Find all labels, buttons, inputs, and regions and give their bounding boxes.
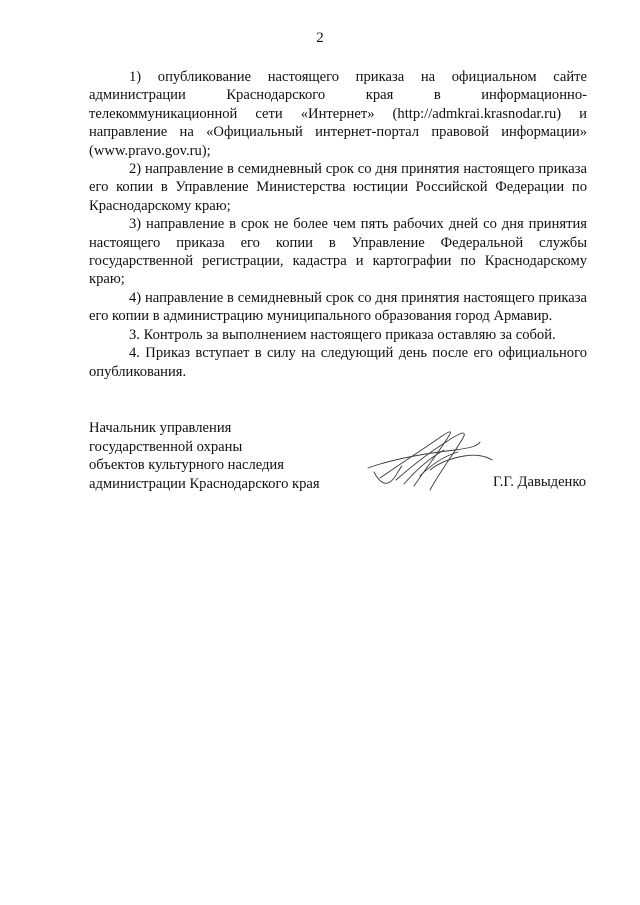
paragraph-rosreestr: 3) направление в срок не более чем пять рабочих дней со дня принятия настоящего приказа его копии в Управление Федеральной службы государственной регистрации, кадастра и картографии по Краснодарскому краю;	[89, 216, 587, 288]
position-line: администрации Краснодарского края	[89, 475, 320, 492]
document-body	[89, 68, 587, 381]
position-line: объектов культурного наследия	[89, 457, 284, 473]
position-line: государственной охраны	[89, 438, 243, 455]
page-number: 2	[316, 30, 324, 46]
handwritten-signature	[360, 420, 500, 500]
paragraph-ministry-justice: 2) направление в семидневный срок со дня принятия настоящего приказа его копии в Управление Министерства юстиции Российской Федерации по Краснодарскому краю;	[89, 161, 587, 214]
paragraph-publication: 1) опубликование настоящего приказа на официальном сайте администрации Краснодарского края в информационно-телекоммуникационной сети «Интернет» (http://admkrai.krasnodar.ru) и направление на «Официальный интернет-портал правовой информации» (www.pravo.gov.ru);	[89, 69, 587, 159]
position-line: Начальник управления	[89, 420, 232, 436]
signatory-position	[89, 419, 320, 493]
paragraph-effective-date: 4. Приказ вступает в силу на следующий день после его официального опубликования.	[89, 345, 587, 380]
paragraph-armavir: 4) направление в семидневный срок со дня принятия настоящего приказа его копии в администрацию муниципального образования город Армавир.	[89, 289, 587, 325]
paragraph-control: 3. Контроль за выполнением настоящего приказа оставляю за собой.	[129, 326, 556, 343]
signer-name: Г.Г. Давыденко	[492, 474, 586, 490]
